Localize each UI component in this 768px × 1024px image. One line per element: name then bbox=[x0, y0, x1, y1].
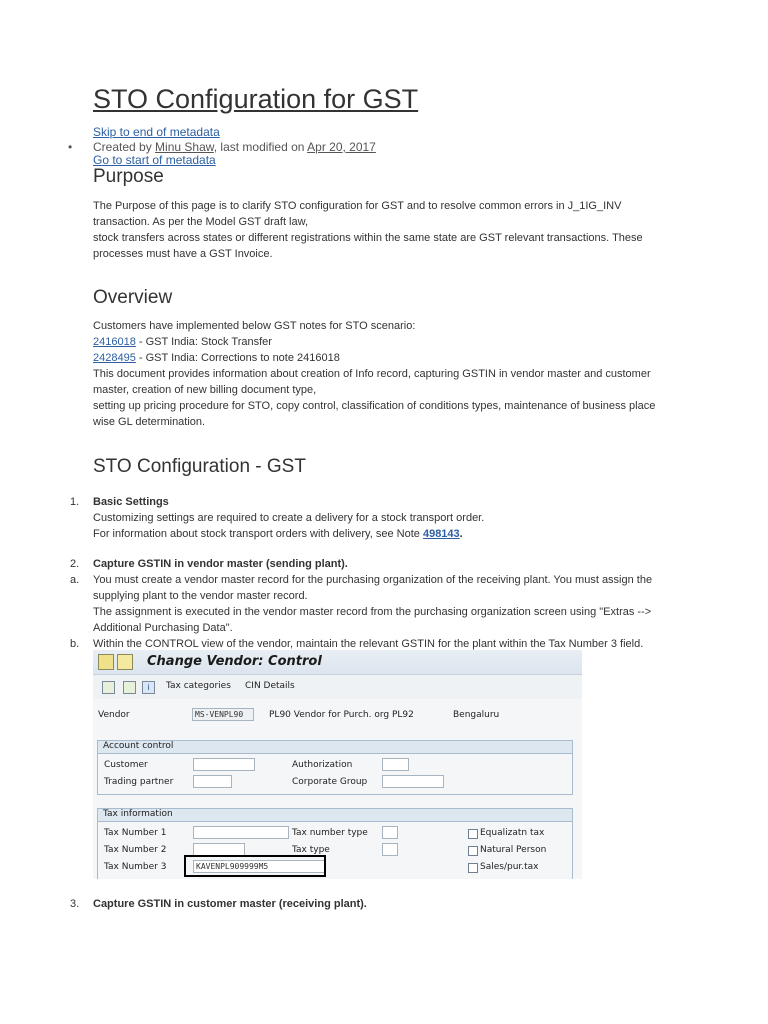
sub-step-label: b. bbox=[70, 638, 80, 650]
sap-screen-title: Change Vendor: Control bbox=[147, 654, 322, 669]
authorization-field[interactable] bbox=[382, 758, 409, 771]
purpose-paragraph bbox=[93, 198, 643, 262]
tax-type-label: Tax type bbox=[292, 845, 330, 855]
sap-title-bar bbox=[93, 650, 582, 675]
tax-information-group bbox=[97, 808, 573, 879]
tax-number-1-field[interactable] bbox=[193, 826, 289, 839]
purpose-line: The Purpose of this page is to clarify STO configuration for GST and to resolve common errors in J_1IG_INV bbox=[93, 200, 622, 212]
modified-date-link[interactable]: Apr 20, 2017 bbox=[307, 140, 376, 154]
step-number: 3. bbox=[70, 898, 80, 910]
sub-step-label: a. bbox=[70, 574, 80, 586]
note-link-498143[interactable]: 498143 bbox=[422, 528, 460, 540]
account-control-heading: Account control bbox=[103, 741, 174, 751]
bullet: • bbox=[68, 140, 73, 154]
customer-label: Customer bbox=[104, 760, 148, 770]
page-title: STO Configuration for GST bbox=[93, 84, 419, 114]
sales-pur-tax-checkbox[interactable] bbox=[468, 863, 478, 873]
step-title: Capture GSTIN in customer master (receiving plant). bbox=[93, 898, 367, 910]
account-control-group bbox=[97, 740, 573, 795]
customer-field[interactable] bbox=[193, 758, 255, 771]
note-line: 2428495 - GST India: Corrections to note 2416018 bbox=[93, 352, 340, 364]
sap-vendor-screenshot bbox=[93, 650, 582, 879]
vendor-label: Vendor bbox=[98, 710, 130, 720]
corporate-group-label: Corporate Group bbox=[292, 777, 368, 787]
created-by-line bbox=[93, 140, 376, 154]
step-2a-block bbox=[93, 572, 652, 636]
step-line: For information about stock transport orders with delivery, see Note 498143. bbox=[93, 528, 463, 540]
go-to-start-link[interactable]: Go to start of metadata bbox=[93, 153, 216, 167]
info-icon[interactable]: i bbox=[142, 681, 155, 694]
overview-intro: Customers have implemented below GST notes for STO scenario: bbox=[93, 320, 416, 332]
purpose-heading: Purpose bbox=[93, 166, 164, 187]
tax-information-heading: Tax information bbox=[103, 809, 173, 819]
tax-number-3-highlight-box bbox=[184, 855, 326, 877]
skip-to-end-link[interactable]: Skip to end of metadata bbox=[93, 125, 220, 139]
step-title: Capture GSTIN in vendor master (sending plant). bbox=[93, 558, 348, 570]
vendor-field: MS-VENPL90 bbox=[192, 708, 254, 721]
overview-line: setting up pricing procedure for STO, copy control, classification of conditions types, maintenance of business place bbox=[93, 400, 656, 412]
vendor-city: Bengaluru bbox=[453, 710, 500, 720]
tax-categories-button[interactable]: Tax categories bbox=[166, 681, 231, 691]
step-1-block bbox=[93, 494, 484, 542]
tax-type-field[interactable] bbox=[382, 843, 398, 856]
tax-number-2-label: Tax Number 2 bbox=[104, 845, 167, 855]
edit-icon[interactable] bbox=[117, 654, 133, 670]
note-link-2416018[interactable]: 2416018 bbox=[93, 336, 136, 348]
overview-line: master, creation of new billing document type, bbox=[93, 384, 317, 396]
natural-person-label: Natural Person bbox=[480, 845, 547, 855]
overview-paragraph bbox=[93, 318, 655, 430]
natural-person-checkbox[interactable] bbox=[468, 846, 478, 856]
step-line: You must create a vendor master record for the purchasing organization of the receiving plant. You must assign the bbox=[93, 574, 653, 586]
tax-number-3-label: Tax Number 3 bbox=[104, 862, 167, 872]
tax-number-3-field[interactable]: KAVENPL909999M5 bbox=[193, 860, 325, 873]
sto-config-heading: STO Configuration - GST bbox=[93, 456, 306, 477]
equalizatn-tax-checkbox[interactable] bbox=[468, 829, 478, 839]
purpose-line: processes must have a GST Invoice. bbox=[93, 248, 273, 260]
sales-pur-tax-label: Sales/pur.tax bbox=[480, 862, 539, 872]
purpose-line: transaction. As per the Model GST draft law, bbox=[93, 216, 309, 228]
step-number: 2. bbox=[70, 558, 80, 570]
tax-number-type-field[interactable] bbox=[382, 826, 398, 839]
cin-details-button[interactable]: CIN Details bbox=[245, 681, 295, 691]
sap-toolbar bbox=[93, 675, 582, 699]
modified-prefix: , last modified on bbox=[213, 140, 308, 154]
overview-line: wise GL determination. bbox=[93, 416, 206, 428]
step-number: 1. bbox=[70, 496, 80, 508]
corporate-group-field[interactable] bbox=[382, 775, 444, 788]
step-line: Additional Purchasing Data". bbox=[93, 622, 233, 634]
equalizatn-tax-label: Equalizatn tax bbox=[480, 828, 545, 838]
overview-heading: Overview bbox=[93, 287, 173, 308]
next-icon[interactable] bbox=[123, 681, 136, 694]
note-link-2428495[interactable]: 2428495 bbox=[93, 352, 136, 364]
authorization-label: Authorization bbox=[292, 760, 353, 770]
purpose-line: stock transfers across states or different registrations within the same state are GST relevant transactions. These bbox=[93, 232, 643, 244]
step-title: Basic Settings bbox=[93, 496, 169, 508]
vendor-description: PL90 Vendor for Purch. org PL92 bbox=[269, 710, 414, 720]
created-prefix: Created by bbox=[93, 140, 156, 154]
overview-line: This document provides information about creation of Info record, capturing GSTIN in vendor master and customer bbox=[93, 368, 651, 380]
previous-icon[interactable] bbox=[102, 681, 115, 694]
author-link[interactable]: Minu Shaw bbox=[155, 140, 214, 154]
tax-number-type-label: Tax number type bbox=[292, 828, 368, 838]
step-line: Customizing settings are required to create a delivery for a stock transport order. bbox=[93, 512, 485, 524]
step-line: Within the CONTROL view of the vendor, maintain the relevant GSTIN for the plant within the Tax Number 3 field. bbox=[93, 638, 644, 650]
display-change-icon[interactable] bbox=[98, 654, 114, 670]
step-line: supplying plant to the vendor master record. bbox=[93, 590, 308, 602]
trading-partner-field[interactable] bbox=[193, 775, 232, 788]
trading-partner-label: Trading partner bbox=[104, 777, 174, 787]
tax-number-1-label: Tax Number 1 bbox=[104, 828, 167, 838]
step-line: The assignment is executed in the vendor master record from the purchasing organization screen using "Extras --> bbox=[93, 606, 652, 618]
note-line: 2416018 - GST India: Stock Transfer bbox=[93, 336, 272, 348]
